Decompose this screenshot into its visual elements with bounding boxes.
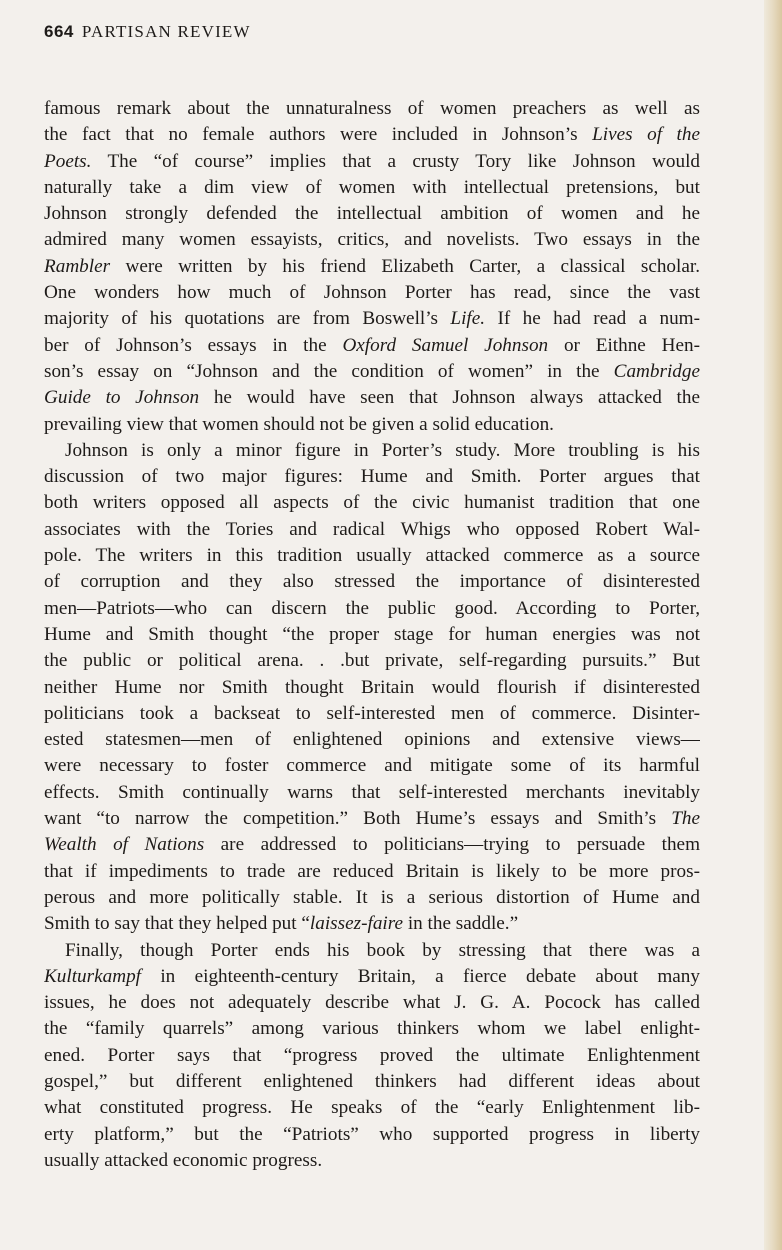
- text-line: men—Patriots—who can discern the public good. According to Porter,: [44, 597, 700, 619]
- text-line: want “to narrow the competition.” Both Hume’s essays and Smith’s The: [44, 808, 700, 830]
- text-line: pole. The writers in this tradition usually attacked commerce as a source: [44, 545, 700, 567]
- paragraph: [44, 438, 700, 938]
- text-line: Finally, though Porter ends his book by stressing that there was a: [65, 939, 700, 961]
- text-line: were necessary to foster commerce and mitigate some of its harmful: [44, 755, 700, 777]
- text-line: One wonders how much of Johnson Porter has read, since the vast: [44, 282, 700, 304]
- page-edge-shadow: [764, 0, 782, 1250]
- text-line: neither Hume nor Smith thought Britain would flourish if disinterested: [44, 676, 700, 698]
- text-line: of corruption and they also stressed the importance of disinterested: [44, 571, 700, 593]
- text-line: naturally take a dim view of women with intellectual pretensions, but: [44, 176, 700, 198]
- text-line: prevailing view that women should not be given a solid education.: [44, 413, 554, 435]
- text-line: Kulturkampf in eighteenth-century Britain, a fierce debate about many: [44, 965, 700, 987]
- paragraph: [44, 938, 700, 1175]
- text-line: politicians took a backseat to self-interested men of commerce. Disinter-: [44, 702, 700, 724]
- text-line: that if impediments to trade are reduced Britain is likely to be more pros-: [44, 860, 700, 882]
- journal-title: PARTISAN REVIEW: [81, 22, 251, 41]
- text-line: effects. Smith continually warns that self-interested merchants inevitably: [44, 781, 700, 803]
- text-line: Poets. The “of course” implies that a crusty Tory like Johnson would: [44, 150, 700, 172]
- text-line: ened. Porter says that “progress proved the ultimate Enlightenment: [44, 1044, 700, 1066]
- paragraph: [44, 96, 700, 438]
- text-line: the public or political arena. . .but private, self-regarding pursuits.” But: [44, 650, 700, 672]
- text-line: Guide to Johnson he would have seen that Johnson always attacked the: [44, 387, 700, 409]
- text-line: ested statesmen—men of enlightened opinions and extensive views—: [44, 729, 700, 751]
- text-line: the “family quarrels” among various thinkers whom we label enlight-: [44, 1018, 700, 1040]
- text-line: gospel,” but different enlightened thinkers had different ideas about: [44, 1070, 700, 1092]
- text-line: both writers opposed all aspects of the civic humanist tradition that one: [44, 492, 700, 514]
- text-line: Johnson strongly defended the intellectual ambition of women and he: [44, 203, 700, 225]
- text-line: perous and more politically stable. It is a serious distortion of Hume and: [44, 886, 700, 908]
- text-line: what constituted progress. He speaks of the “early Enlightenment lib-: [44, 1097, 700, 1119]
- text-line: ber of Johnson’s essays in the Oxford Samuel Johnson or Eithne Hen-: [44, 334, 700, 356]
- text-line: famous remark about the unnaturalness of women preachers as well as: [44, 98, 700, 119]
- text-line: discussion of two major figures: Hume and Smith. Porter argues that: [44, 466, 700, 488]
- text-line: son’s essay on “Johnson and the condition of women” in the Cambridge: [44, 360, 700, 382]
- running-head: [44, 22, 251, 42]
- text-line: majority of his quotations are from Boswell’s Life. If he had read a num-: [44, 308, 700, 330]
- text-line: erty platform,” but the “Patriots” who supported progress in liberty: [44, 1123, 700, 1145]
- text-line: Rambler were written by his friend Elizabeth Carter, a classical scholar.: [44, 255, 700, 277]
- text-line: the fact that no female authors were included in Johnson’s Lives of the: [44, 124, 700, 146]
- text-line: usually attacked economic progress.: [44, 1149, 323, 1171]
- text-line: Smith to say that they helped put “laissez-faire in the saddle.”: [44, 913, 519, 935]
- text-line: issues, he does not adequately describe what J. G. A. Pocock has called: [44, 992, 700, 1014]
- body-text: [44, 96, 700, 1174]
- text-line: Wealth of Nations are addressed to politicians—trying to persuade them: [44, 834, 700, 856]
- page-number: 664: [44, 22, 74, 41]
- text-line: admired many women essayists, critics, and novelists. Two essays in the: [44, 229, 700, 251]
- text-line: Hume and Smith thought “the proper stage for human energies was not: [44, 623, 700, 645]
- text-line: Johnson is only a minor figure in Porter’s study. More troubling is his: [65, 439, 700, 461]
- text-line: associates with the Tories and radical Whigs who opposed Robert Wal-: [44, 518, 700, 540]
